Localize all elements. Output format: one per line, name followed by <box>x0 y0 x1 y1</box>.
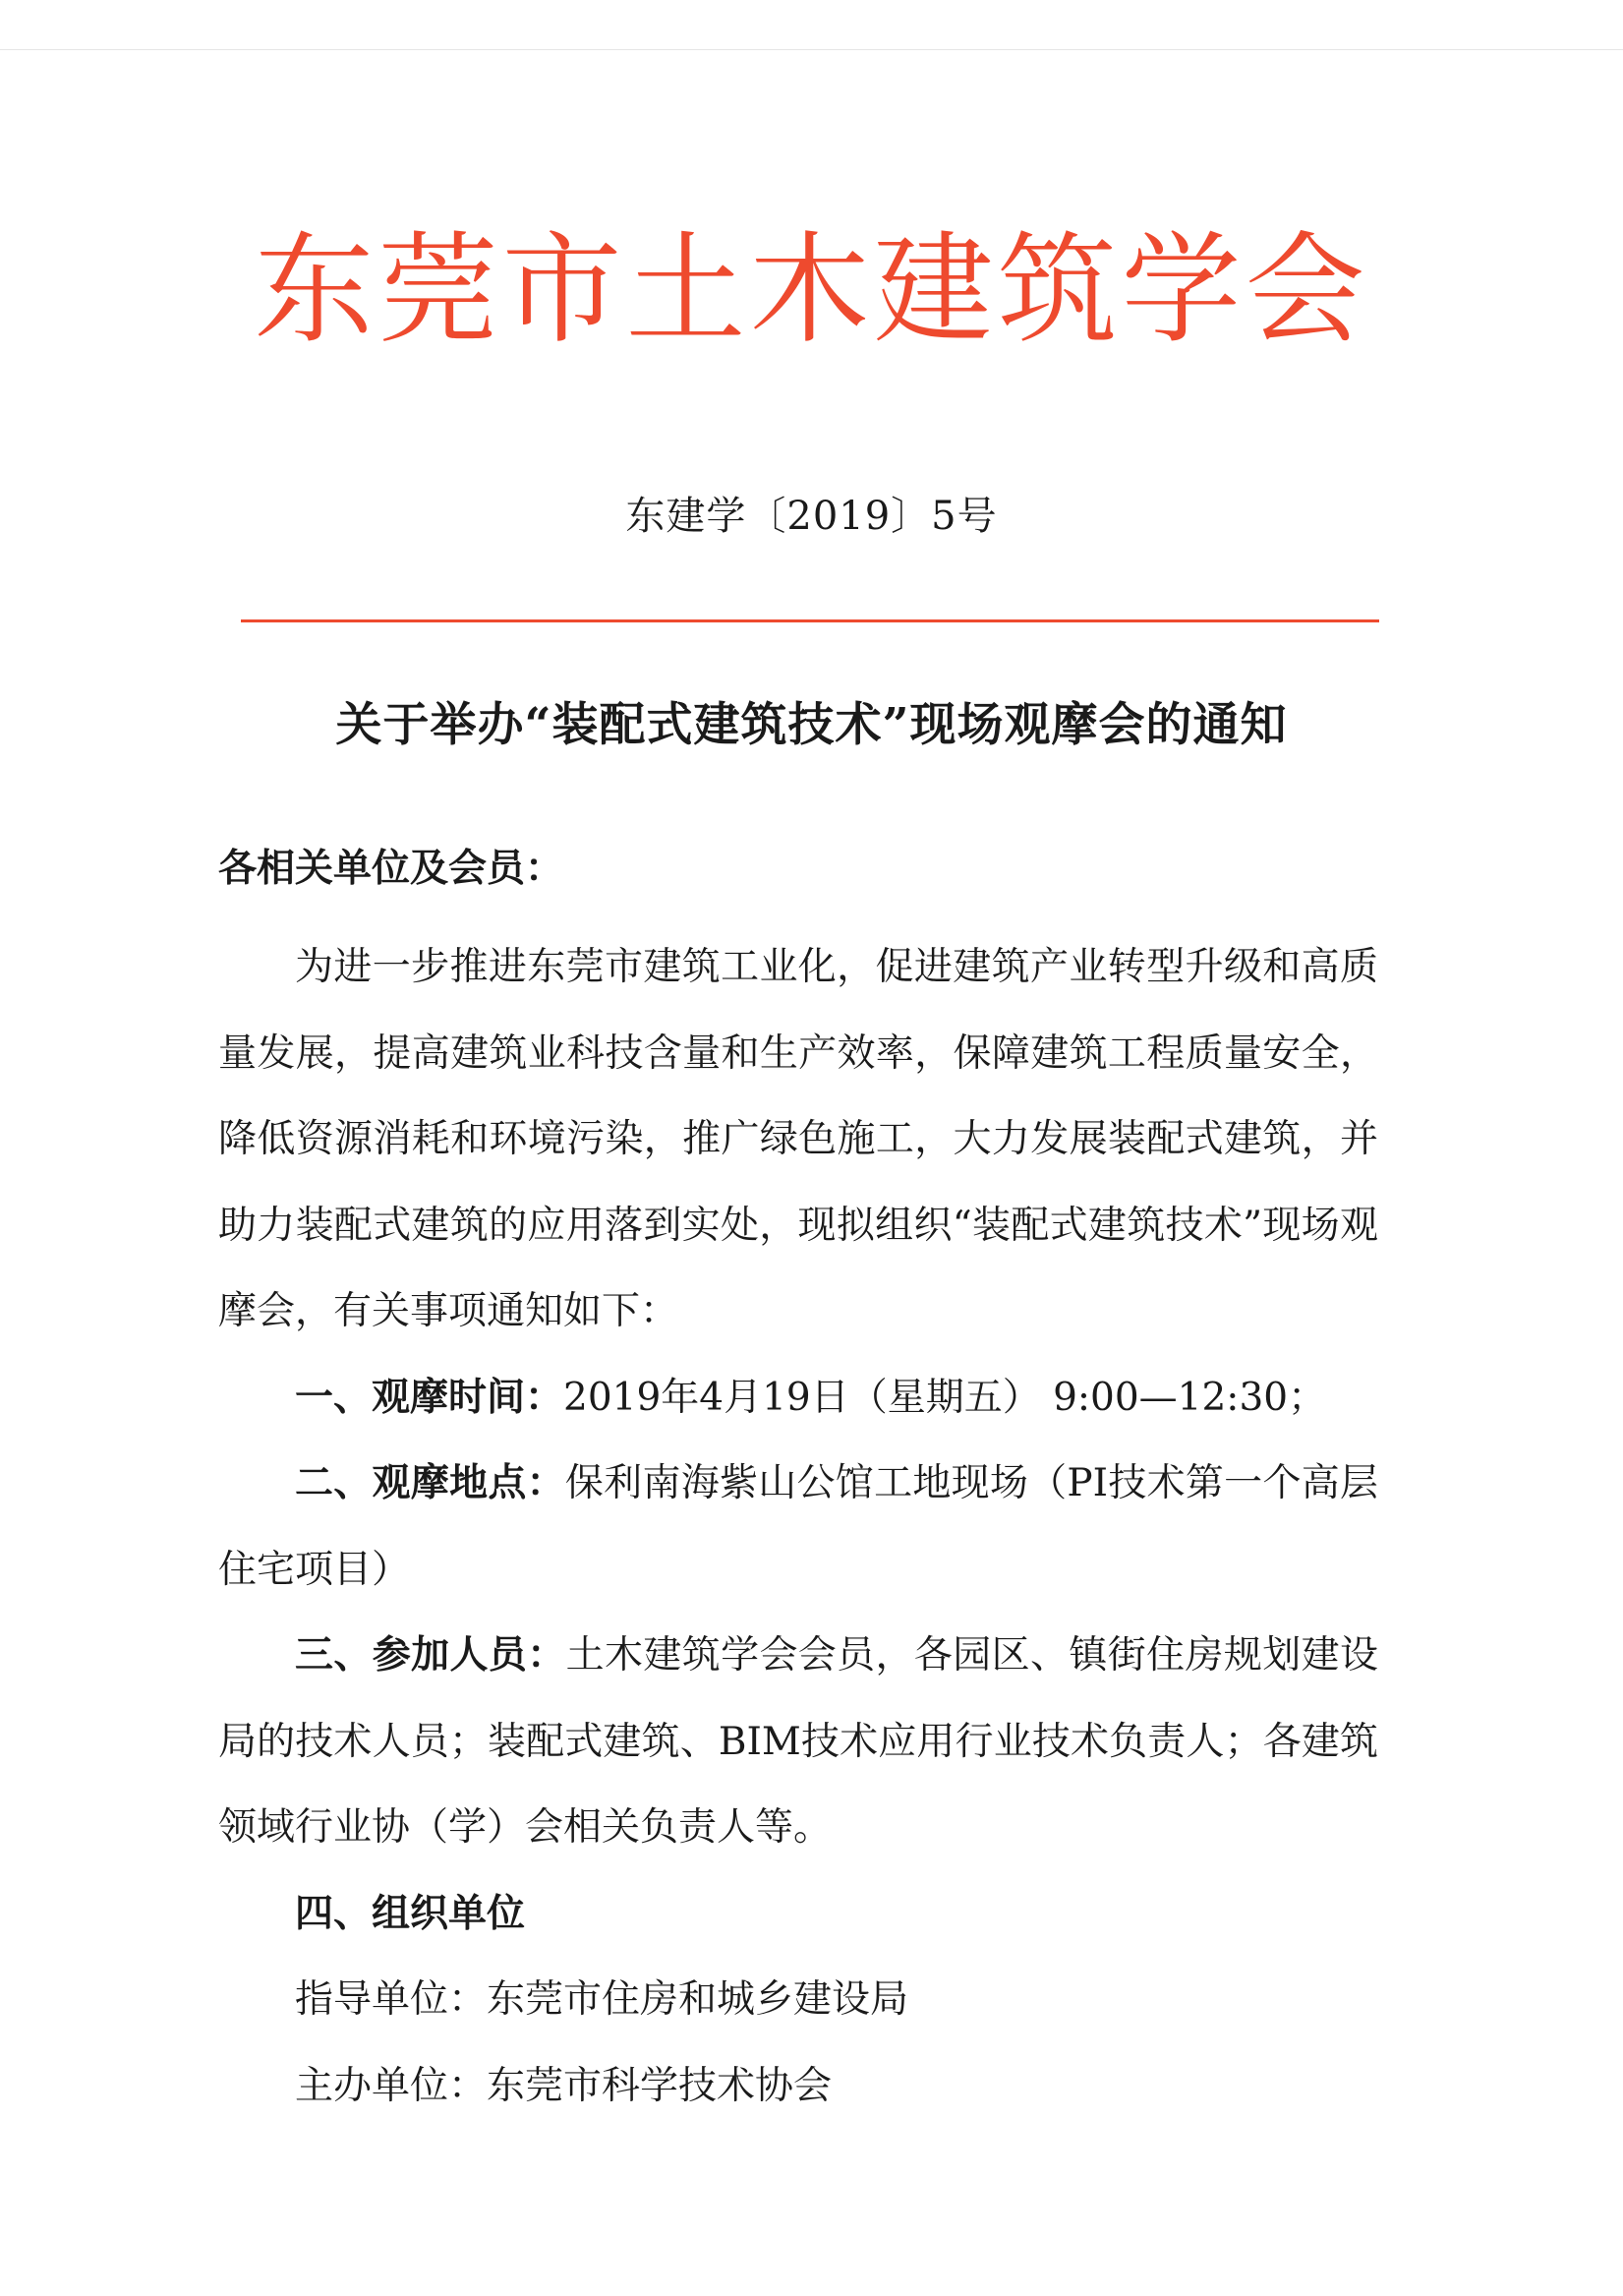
item-time-text: 2019年4月19日（星期五） 9:00—12:30； <box>563 1375 1327 1420</box>
notice-title: 关于举办“装配式建筑技术”现场观摩会的通知 <box>335 698 1288 752</box>
item-time-label: 一、观摩时间： <box>295 1374 564 1420</box>
item-location <box>218 1441 1378 1613</box>
item-participants <box>218 1613 1378 1871</box>
page-top-edge <box>0 49 1623 50</box>
item-time <box>218 1355 1378 1442</box>
organizer-host-unit: 主办单位：东莞市科学技术协会 <box>295 2063 833 2108</box>
notice-body <box>218 924 1378 2129</box>
organizers-heading: 四、组织单位 <box>295 1890 526 1936</box>
salutation: 各相关单位及会员： <box>218 846 564 891</box>
organizer-guiding-unit: 指导单位：东莞市住房和城乡建设局 <box>295 1977 909 2022</box>
item-location-label: 二、观摩地点： <box>295 1460 565 1505</box>
organization-header: 东莞市土木建筑学会 <box>254 220 1369 360</box>
item-participants-label: 三、参加人员： <box>295 1632 566 1678</box>
document-number: 东建学〔2019〕5号 <box>625 494 998 539</box>
item-location-text: 保利南海紫山公馆工地现场（PI技术第一个高层住宅项目） <box>218 1461 1378 1592</box>
item-participants-text: 土木建筑学会会员，各园区、镇街住房规划建设局的技术人员；装配式建筑、BIM技术应用行业技术负责人；各建筑领域行业协（学）会相关负责人等。 <box>218 1633 1378 1850</box>
red-divider <box>241 619 1379 622</box>
intro-paragraph: 为进一步推进东莞市建筑工业化，促进建筑产业转型升级和高质量发展，提高建筑业科技含量和生产效率，保障建筑工程质量安全，降低资源消耗和环境污染，推广绿色施工，大力发展装配式建筑，并助力装配式建筑的应用落到实处，现拟组织“装配式建筑技术”现场观摩会，有关事项通知如下： <box>218 945 1378 1333</box>
